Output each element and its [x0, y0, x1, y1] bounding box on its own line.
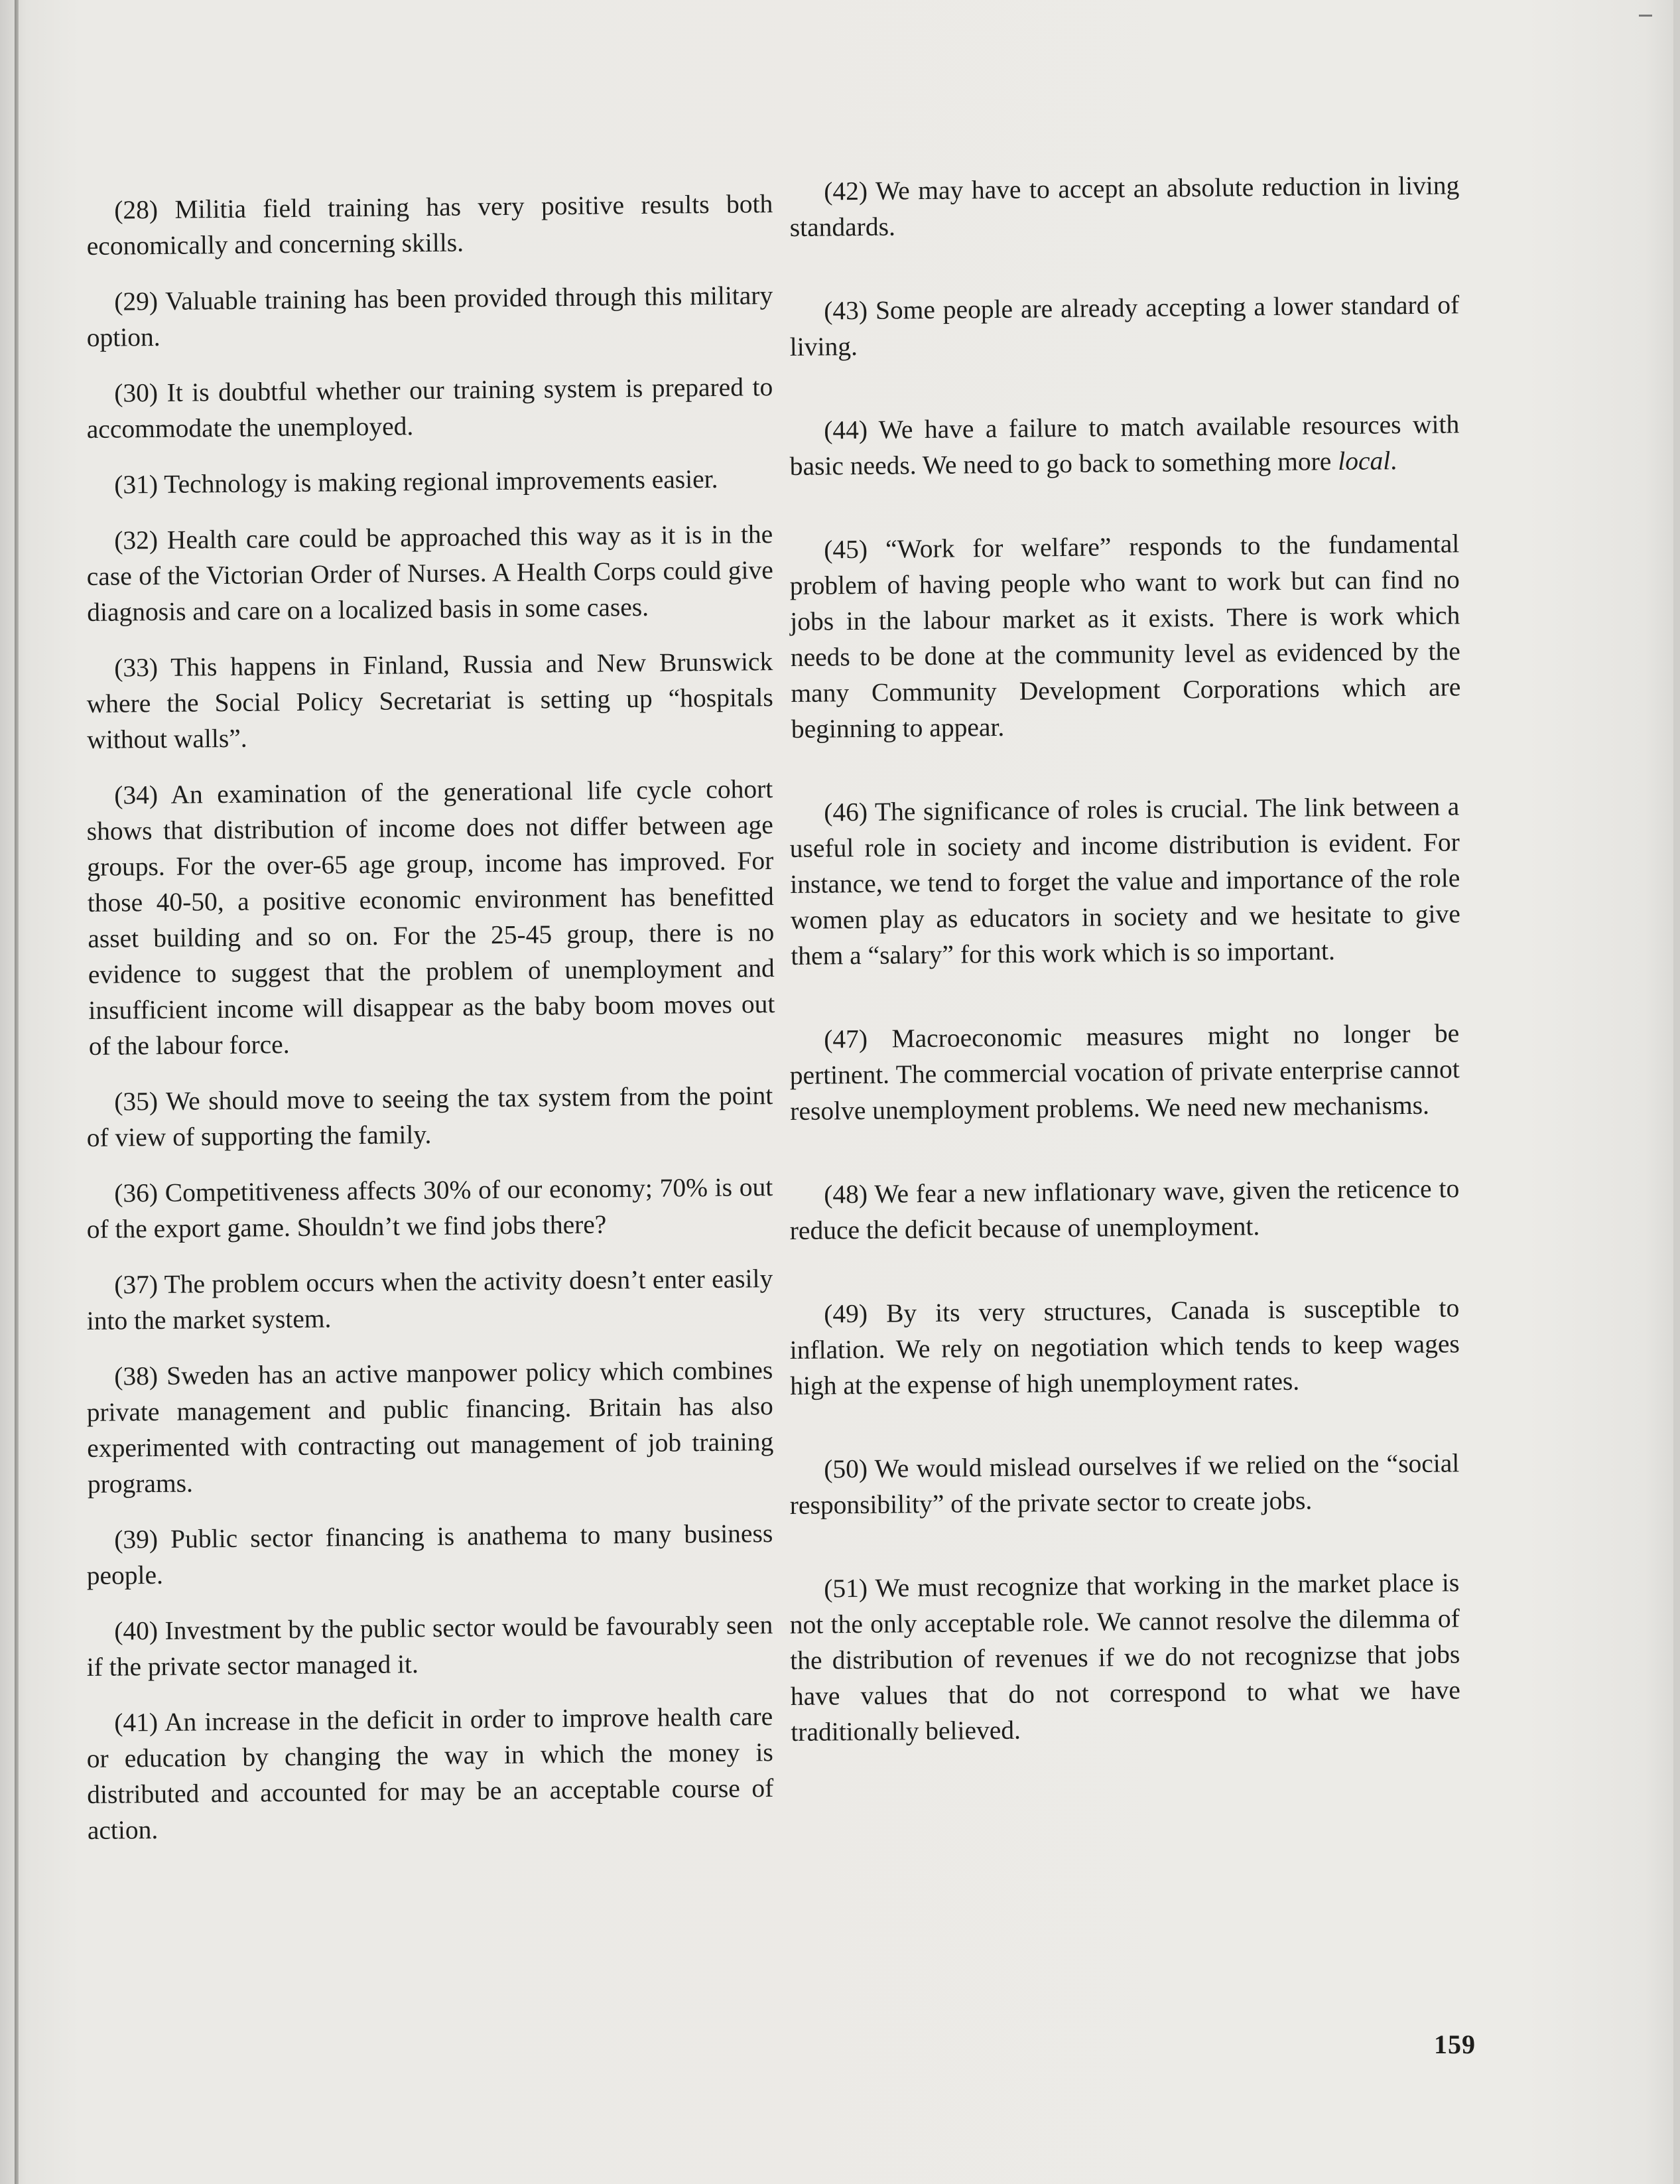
paragraph-38: (38) Sweden has an active manpower policy which combines private management and public financing. Britain has also experimented with contracting out management of job training programs. — [86, 1355, 774, 1499]
paragraph-28: (28) Militia field training has very positive results both economically and concerning skills. — [86, 189, 773, 261]
paragraph-40: (40) Investment by the public sector would be favourably seen if the private sector managed it. — [86, 1610, 773, 1682]
paragraph-44 — [789, 406, 1460, 484]
left-column — [86, 189, 775, 1868]
paragraph-42: (42) We may have to accept an absolute reduction in living standards. — [789, 171, 1460, 242]
paragraph-45: (45) “Work for welfare” responds to the fundamental problem of having people who want to work but can find no jobs in the labour market as it exists. There is work which needs to be done at the community level as evidenced by the many Community Development Corporations which are beginning to appear. — [789, 529, 1461, 744]
paragraph-46: (46) The significance of roles is crucial. The link between a useful role in society and income distribution is evident. For instance, we tend to forget the value and importance of the role women play as educators in society and we hesitate to give them a “salary” for this work which is so important. — [789, 791, 1460, 971]
paragraph-35: (35) We should move to seeing the tax system from the point of view of supporting the family. — [86, 1081, 773, 1152]
paragraph-30: (30) It is doubtful whether our training system is prepared to accommodate the unemployed. — [86, 372, 773, 444]
paragraph-44-end: . — [1389, 446, 1397, 476]
paragraph-50: (50) We would mislead ourselves if we relied on the “social responsibility” of the private sector to create jobs. — [789, 1448, 1460, 1520]
paragraph-36: (36) Competitiveness affects 30% of our economy; 70% is out of the export game. Shouldn’t we find jobs there? — [86, 1172, 773, 1244]
paragraph-41: (41) An increase in the deficit in order to improve health care or education by changing the way in which the money is distributed and accounted for may be an acceptable course of action. — [86, 1702, 774, 1845]
paragraph-47: (47) Macroeconomic measures might no longer be pertinent. The commercial vocation of private enterprise cannot resolve unemployment problems. We need new mechanisms. — [789, 1018, 1460, 1126]
paragraph-32: (32) Health care could be approached this way as it is in the case of the Victorian Order of Nurses. A Health Corps could give diagnosis and care on a localized basis in some cases. — [86, 519, 773, 627]
page-edge — [1673, 0, 1680, 2184]
paragraph-49: (49) By its very structures, Canada is susceptible to inflation. We rely on negotiation which tends to keep wages high at the expense of high unemployment rates. — [789, 1293, 1460, 1400]
paragraph-31: (31) Technology is making regional improvements easier. — [114, 464, 718, 500]
paragraph-39: (39) Public sector financing is anathema to many business people. — [86, 1519, 773, 1590]
page-number: 159 — [1434, 2029, 1476, 2059]
paragraph-37: (37) The problem occurs when the activity doesn’t enter easily into the market system. — [86, 1264, 773, 1335]
paragraph-48: (48) We fear a new inflationary wave, given the reticence to reduce the deficit because of unemployment. — [789, 1174, 1460, 1245]
paragraph-44-text: (44) We have a failure to match available resources with basic needs. We need to go back to something more — [789, 409, 1460, 481]
paragraph-51: (51) We must recognize that working in the market place is not the only acceptable role. We cannot resolve the dilemma of the distribution of revenues if we do not recognizse that jobs have values that do not correspond to what we have traditionally believed. — [789, 1568, 1460, 1747]
right-column — [789, 171, 1461, 1798]
binding-shadow — [15, 0, 19, 2184]
paragraph-44-emphasis: local — [1338, 446, 1391, 476]
paragraph-29: (29) Valuable training has been provided through this military option. — [86, 281, 773, 352]
corner-mark — [1639, 15, 1652, 17]
paragraph-33: (33) This happens in Finland, Russia and New Brunswick where the Social Policy Secretariat is setting up “hospitals without walls”. — [86, 647, 773, 754]
paragraph-34: (34) An examination of the generational life cycle cohort shows that distribution of income does not differ between age groups. For the over-65 age group, income has improved. For those 40-50, a positive economic environment has benefitted asset building and so on. For the 25-45 group, there is no evidence to suggest that the problem of unemployment and insufficient income will disappear as the baby boom moves out of the labour force. — [86, 774, 775, 1061]
paragraph-43: (43) Some people are already accepting a lower standard of living. — [789, 290, 1460, 362]
